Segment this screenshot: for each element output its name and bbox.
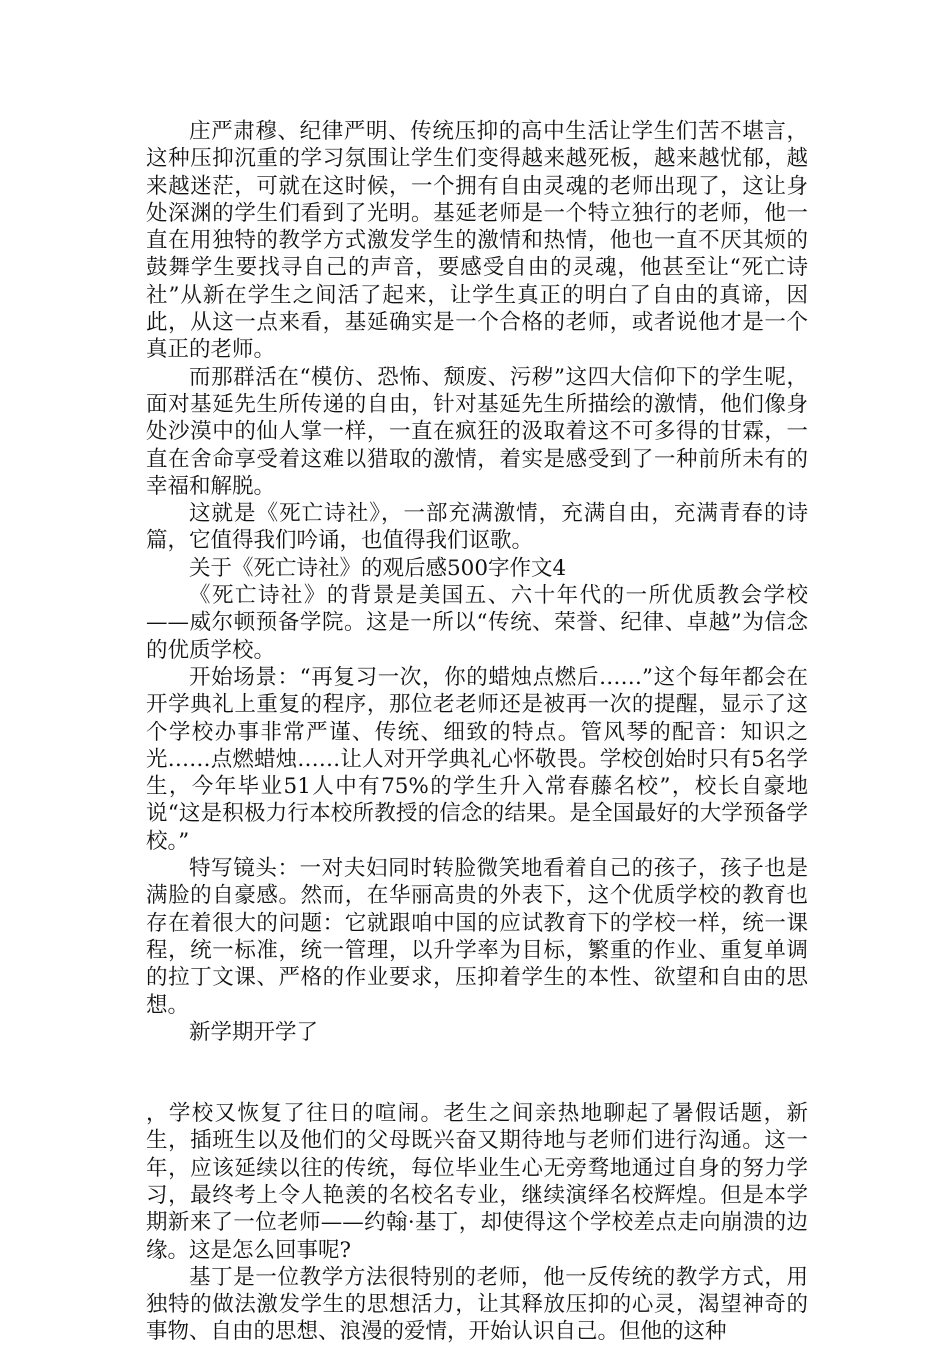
document-page <box>146 118 808 1346</box>
paragraph-8: ，学校又恢复了往日的喧闹。老生之间亲热地聊起了暑假话题，新生，插班生以及他们的父母既兴奋又期待地与老师们进行沟通。这一年，应该延续以往的传统，每位毕业生心无旁骛地通过自身的努力学习，最终考上令人艳羡的名校名专业，继续演绎名校辉煌。但是本学期新来了一位老师——约翰·基丁，却使得这个学校差点走向崩溃的边缘。这是怎么回事呢? <box>146 1101 808 1263</box>
blank-gap <box>146 1046 808 1100</box>
paragraph-6: 特写镜头：一对夫妇同时转脸微笑地看着自己的孩子，孩子也是满脸的自豪感。然而，在华丽高贵的外表下，这个优质学校的教育也存在着很大的问题：它就跟咱中国的应试教育下的学校一样，统一课程，统一标准，统一管理，以升学率为目标，繁重的作业、重复单调的拉丁文课、严格的作业要求，压抑着学生的本性、欲望和自由的思想。 <box>146 856 808 1018</box>
paragraph-7: 新学期开学了 <box>189 1019 319 1045</box>
paragraph-2: 而那群活在“模仿、恐怖、颓废、污秽”这四大信仰下的学生呢，面对基延先生所传递的自由，针对基延先生所描绘的激情，他们像身处沙漠中的仙人掌一样，一直在疯狂的汲取着这不可多得的甘霖，一直在舍命享受着这难以猎取的激情，着实是感受到了一种前所未有的幸福和解脱。 <box>146 364 808 499</box>
paragraph-5: 开始场景：“再复习一次，你的蜡烛点燃后……”这个每年都会在开学典礼上重复的程序，那位老老师还是被再一次的提醒，显示了这个学校办事非常严谨、传统、细致的特点。管风琴的配音：知识之光……点燃蜡烛……让人对开学典礼心怀敬畏。学校创始时只有5名学生，今年毕业51人中有75%的学生升入常春藤名校”，校长自豪地说“这是积极力行本校所教授的信念的结果。是全国最好的大学预备学校。” <box>146 664 808 854</box>
article-title: 关于《死亡诗社》的观后感500字作文4 <box>189 555 567 581</box>
paragraph-9: 基丁是一位教学方法很特别的老师，他一反传统的教学方式，用独特的做法激发学生的思想活力，让其释放压抑的心灵，渴望神奇的事物、自由的思想、浪漫的爱情，开始认识自己。但他的这种 <box>146 1264 808 1345</box>
paragraph-3: 这就是《死亡诗社》，一部充满激情，充满自由，充满青春的诗篇，它值得我们吟诵，也值得我们讴歌。 <box>146 501 808 554</box>
paragraph-4: 《死亡诗社》的背景是美国五、六十年代的一所优质教会学校——威尔顿预备学院。这是一所以“传统、荣誉、纪律、卓越”为信念的优质学校。 <box>146 583 808 663</box>
paragraph-1: 庄严肃穆、纪律严明、传统压抑的高中生活让学生们苦不堪言，这种压抑沉重的学习氛围让学生们变得越来越死板，越来越忧郁，越来越迷茫，可就在这时候，一个拥有自由灵魂的老师出现了，这让身处深渊的学生们看到了光明。基延老师是一个特立独行的老师，他一直在用独特的教学方式激发学生的激情和热情，他也一直不厌其烦的鼓舞学生要找寻自己的声音，要感受自由的灵魂，他甚至让“死亡诗社”从新在学生之间活了起来，让学生真正的明白了自由的真谛，因此，从这一点来看，基延确实是一个合格的老师，或者说他才是一个真正的老师。 <box>146 119 808 363</box>
